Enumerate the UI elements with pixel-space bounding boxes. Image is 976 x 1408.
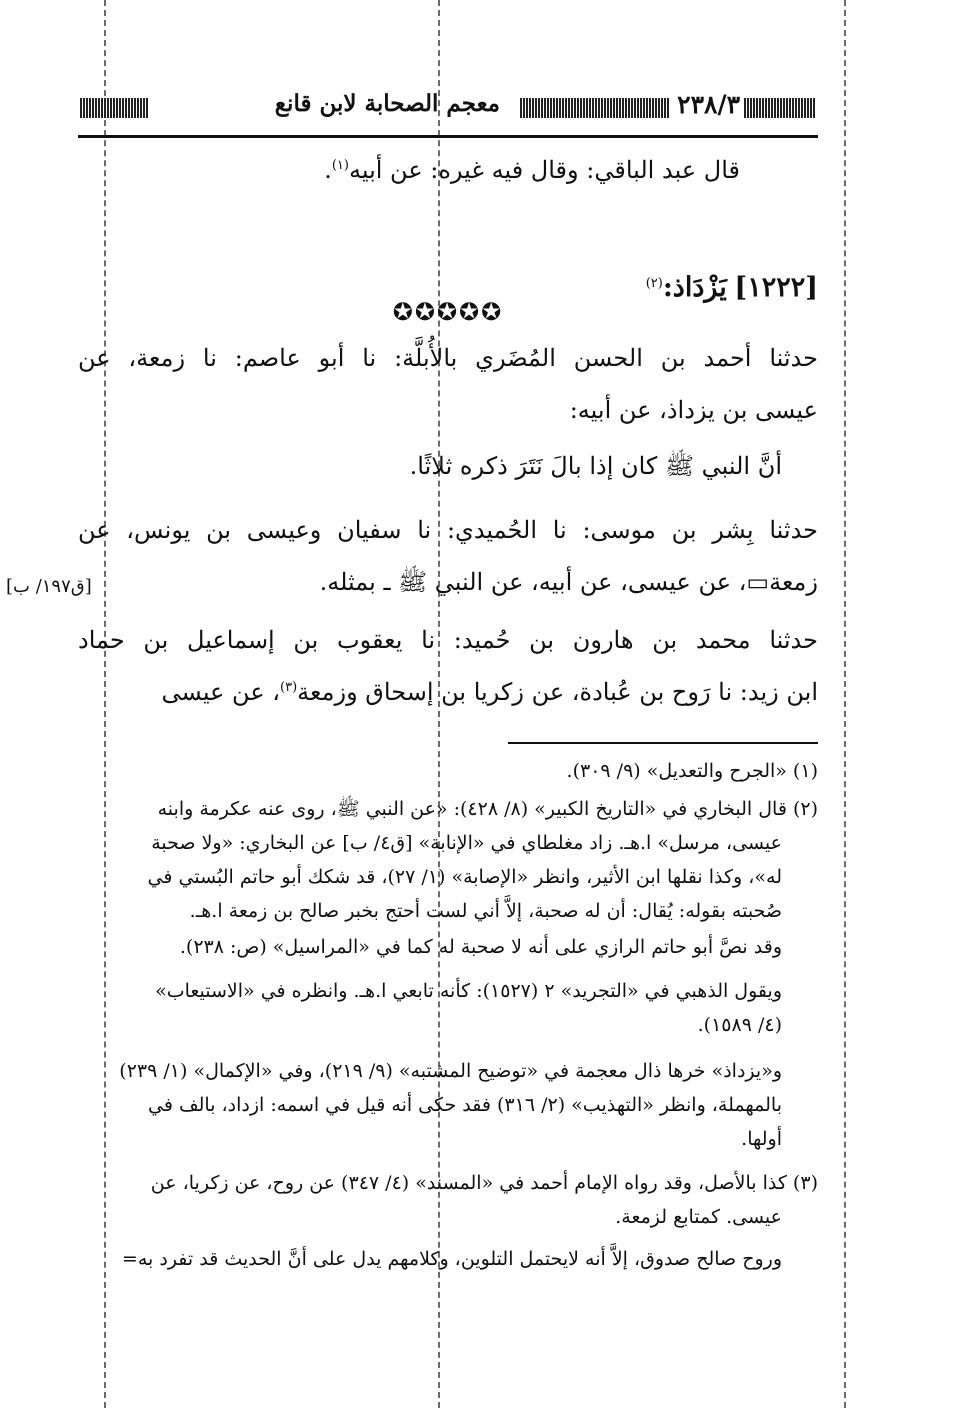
footnote-ref: (٣) [280,680,298,695]
scan-guide-line-right [844,0,846,1408]
footnote-line: عيسى. كمتابع لزمعة. [615,1206,782,1228]
footnote-divider [508,742,818,744]
text-line: قال عبد الباقي: وقال فيه غيره: عن أبيه$^{(١)}$. [324,156,740,184]
entry-number: [١٢٢٢] [734,272,818,303]
footnote-line: له»، وكذا نقلها ابن الأثير، وانظر «الإصابة» (١/ ٢٧)، قد شكك أبو حاتم البُستي في [147,866,782,888]
header-ornament-middle [520,98,670,118]
text-line: حدثنا بِشر بن موسى: نا الحُميدي: نا سفيان وعيسى بن يونس، عن [78,516,818,544]
header-ornament-right [744,98,816,118]
footnote: (٣) كذا بالأصل، وقد رواه الإمام أحمد في «المسند» (٤/ ٣٤٧) عن روح، عن زكريا، عن [150,1172,818,1194]
text-line: ابن زيد: نا رَوح بن عُبادة، عن زكريا بن إسحاق وزمعة$^{(٣)}$، عن عيسى [161,678,818,706]
footnote: (١) «الجرح والتعديل» (٩/ ٣٠٩). [566,760,818,782]
running-header [78,90,818,124]
footnote-line: (٤/ ١٥٨٩). [697,1014,782,1036]
header-ornament-left [80,98,148,118]
page-number: ٢٣٨/٣ [677,90,740,119]
footnote-line: وروح صالح صدوق، إلاَّ أنه لايحتمل التلوين، وكلامهم يدل على أنَّ الحديث قد تفرد به= [121,1248,782,1270]
entry-name: يَزْدَاذ: [662,272,727,303]
header-rule [78,135,818,138]
text-line: حدثنا أحمد بن الحسن المُضَري بالأُبلَّة: نا أبو عاصم: نا زمعة، عن [78,344,818,372]
book-title: معجم الصحابة لابن قانع [274,90,500,117]
manuscript-folio-note: [ق١٩٧/ ب] [6,576,92,597]
footnote-ref: (٢) [645,276,663,291]
section-separator: ✪✪✪✪✪ [392,298,504,326]
footnote-line: صُحبته بقوله: يُقال: أن له صحبة، إلاَّ أني لست أحتج بخبر صالح بن زمعة ا.هـ. [189,900,782,922]
hadith-text: أنَّ النبي ﷺ كان إذا بالَ نَتَرَ ذكره ثلاثًا. [409,452,782,480]
footnote: (٢) قال البخاري في «التاريخ الكبير» (٨/ ٤٢٨): «عن النبي ﷺ، روى عنه عكرمة وابنه [157,798,818,820]
book-page [6,78,818,1368]
footnote-line: عيسى، مرسل» ا.هـ. زاد مغلطاي في «الإنابة» [ق٤/ ب] عن البخاري: «ولا صحبة [151,832,782,854]
footnote-line: وقد نصَّ أبو حاتم الرازي على أنه لا صحبة له كما في «المراسيل» (ص: ٢٣٨). [179,936,782,958]
footnote-ref: (١) [331,158,349,173]
footnote-line: و«يزداذ» خرها ذال معجمة في «توضيح المشتبه» (٩/ ٢١٩)، وفي «الإكمال» (١/ ٢٣٩) [119,1060,782,1082]
text-line: زمعة▭، عن عيسى، عن أبيه، عن النبي ﷺ ـ بمثله. [319,568,818,596]
footnote-line: بالمهملة، وانظر «التهذيب» (٢/ ٣١٦) فقد حكى أنه قيل في اسمه: ازداد، بالف في [148,1094,782,1116]
footnote-line: أولها. [741,1128,782,1150]
footnote-line: ويقول الذهبي في «التجريد» ٢ (١٥٢٧): كأنه تابعي ا.هـ. وانظره في «الاستيعاب» [155,980,782,1002]
text-line: عيسى بن يزداذ، عن أبيه: [569,396,818,424]
text-line: حدثنا محمد بن هارون بن حُميد: نا يعقوب بن إسماعيل بن حماد [78,626,818,654]
entry-heading [78,268,818,308]
